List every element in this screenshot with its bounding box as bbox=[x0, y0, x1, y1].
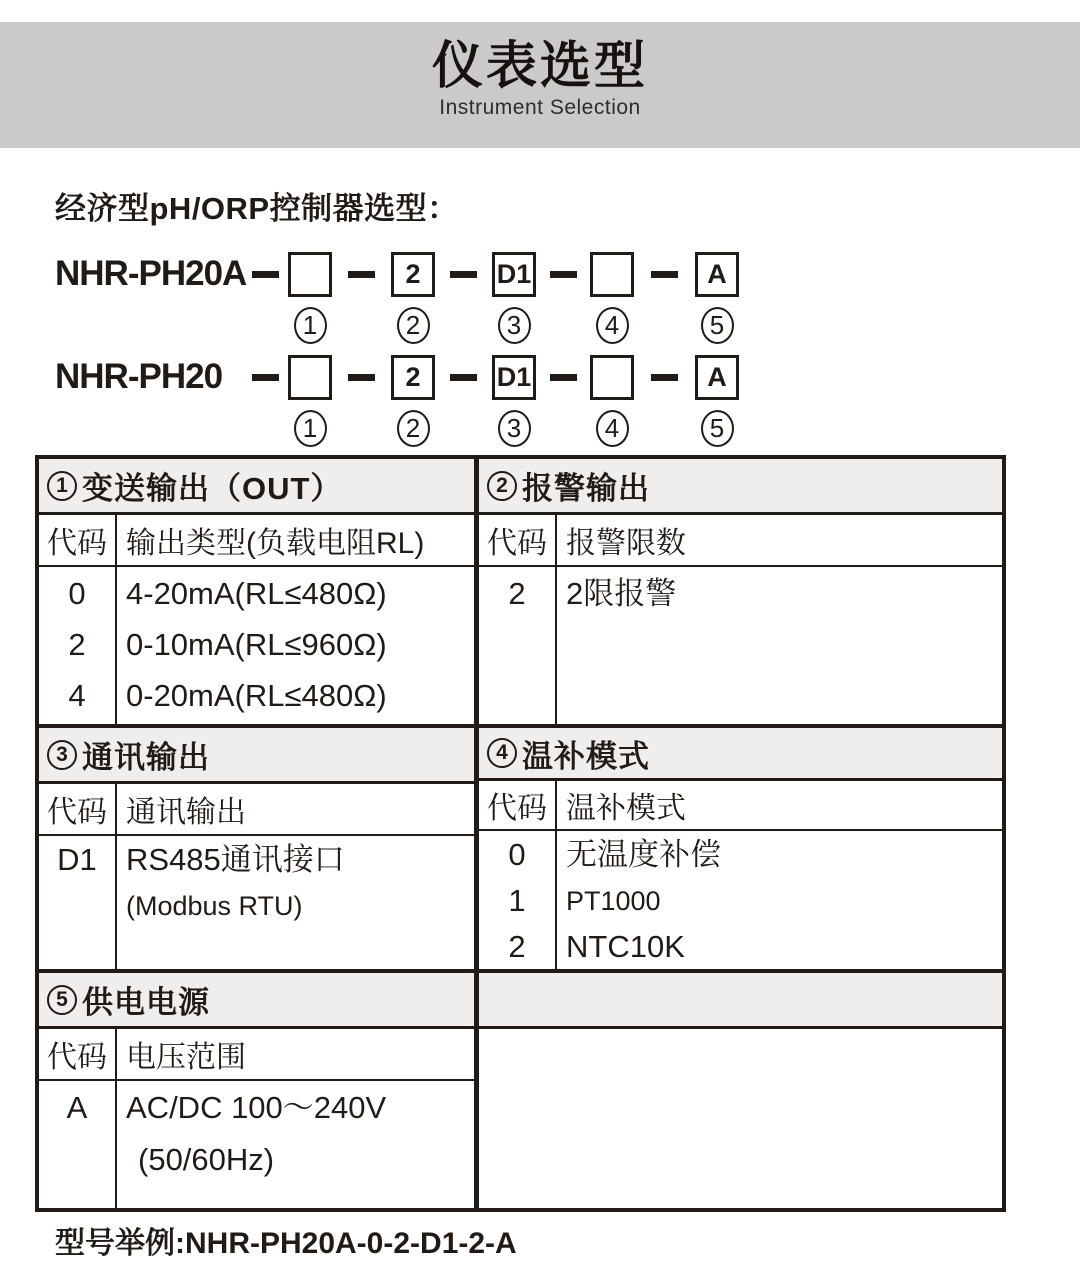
selection-table bbox=[35, 455, 1006, 1212]
section-number-icon: 2 bbox=[487, 471, 517, 501]
model-row-nhr-ph20a bbox=[55, 251, 739, 297]
dash bbox=[348, 271, 375, 278]
value-cells bbox=[117, 836, 474, 969]
dash bbox=[550, 271, 577, 278]
page-title: 仪表选型 bbox=[431, 37, 648, 94]
dash bbox=[252, 271, 279, 278]
section-body bbox=[39, 836, 474, 969]
value-column-header: 通讯输出 bbox=[126, 796, 246, 829]
code-column-header: 代码 bbox=[479, 781, 557, 829]
section-number-icon: 4 bbox=[487, 738, 517, 768]
section-number-icon: 3 bbox=[47, 740, 77, 770]
dash bbox=[651, 271, 678, 278]
page-subtitle: Instrument Selection bbox=[439, 96, 641, 120]
value-cell: RS485通讯接口 bbox=[126, 842, 345, 877]
value-cell: (50/60Hz) bbox=[138, 1142, 275, 1177]
column-header-row bbox=[39, 784, 474, 836]
dash bbox=[651, 374, 678, 381]
dash bbox=[550, 374, 577, 381]
section-title: 报警输出 bbox=[522, 471, 650, 506]
code-cells bbox=[39, 1081, 117, 1208]
model-name: NHR-PH20 bbox=[55, 357, 223, 396]
value-column-header: 温补模式 bbox=[566, 792, 686, 826]
code-cell bbox=[39, 1133, 115, 1185]
model-name: NHR-PH20A bbox=[55, 254, 247, 293]
model-slot-5: A bbox=[695, 355, 739, 400]
section-body bbox=[479, 567, 1002, 724]
page-banner bbox=[0, 22, 1080, 148]
section-body bbox=[479, 831, 1002, 969]
model-label-cell bbox=[55, 251, 288, 297]
column-header-row bbox=[39, 1029, 474, 1081]
position-circle-2: 2 bbox=[397, 307, 430, 344]
code-cells bbox=[39, 836, 117, 969]
code-cell: 0 bbox=[508, 837, 526, 872]
section-title: 供电电源 bbox=[82, 985, 210, 1020]
section-title: 变送输出（OUT） bbox=[82, 471, 343, 506]
value-cell: 无温度补偿 bbox=[566, 837, 721, 872]
position-circle-1: 1 bbox=[294, 410, 327, 447]
position-circle-2: 2 bbox=[397, 410, 430, 447]
model-slot-4 bbox=[590, 252, 634, 297]
value-cell: (Modbus RTU) bbox=[126, 891, 303, 921]
model-slot-3: D1 bbox=[492, 355, 536, 400]
position-markers bbox=[55, 306, 739, 344]
dash bbox=[348, 374, 375, 381]
dash bbox=[252, 374, 279, 381]
position-circle-5: 5 bbox=[701, 410, 734, 447]
section-power-supply bbox=[39, 973, 474, 1208]
model-row-nhr-ph20 bbox=[55, 354, 739, 400]
position-markers bbox=[55, 409, 739, 447]
code-cell: 2 bbox=[508, 929, 526, 964]
position-circle-3: 3 bbox=[498, 307, 531, 344]
section-communication-output bbox=[39, 728, 474, 969]
code-cells bbox=[479, 831, 557, 969]
section-number-icon: 5 bbox=[47, 985, 77, 1015]
position-circle-4: 4 bbox=[596, 410, 629, 447]
section-empty bbox=[474, 973, 1002, 1208]
code-cell: A bbox=[66, 1090, 88, 1125]
dash bbox=[450, 374, 477, 381]
section-transmit-output bbox=[39, 459, 474, 724]
model-diagram bbox=[55, 251, 739, 457]
dash bbox=[450, 271, 477, 278]
code-cell: D1 bbox=[57, 842, 97, 877]
value-cell: 4-20mA(RL≤480Ω) bbox=[126, 576, 387, 611]
code-cell: 0 bbox=[68, 576, 86, 611]
section-header-empty bbox=[479, 973, 1002, 1029]
column-header-row bbox=[479, 781, 1002, 831]
position-circle-3: 3 bbox=[498, 410, 531, 447]
value-column-header: 报警限数 bbox=[566, 527, 686, 560]
section-body bbox=[39, 1081, 474, 1208]
model-slot-4 bbox=[590, 355, 634, 400]
value-cell: AC/DC 100～240V bbox=[126, 1090, 387, 1125]
value-cell: 0-10mA(RL≤960Ω) bbox=[126, 627, 387, 662]
section-header bbox=[479, 728, 1002, 781]
value-column-header: 电压范围 bbox=[126, 1041, 246, 1074]
model-slot-1 bbox=[288, 252, 332, 297]
section-body bbox=[39, 567, 474, 724]
value-cell: NTC10K bbox=[566, 929, 685, 964]
value-column-header: 输出类型(负载电阻RL) bbox=[126, 527, 425, 560]
section-header bbox=[39, 973, 474, 1029]
model-slot-5: A bbox=[695, 252, 739, 297]
model-label-cell bbox=[55, 354, 288, 400]
section-body-empty bbox=[479, 1029, 1002, 1208]
code-column-header: 代码 bbox=[479, 515, 557, 565]
value-cells bbox=[557, 567, 1002, 724]
value-cells bbox=[117, 567, 474, 724]
section-header bbox=[479, 459, 1002, 515]
section-header bbox=[39, 728, 474, 784]
column-header-row bbox=[479, 515, 1002, 567]
table-section-1 bbox=[39, 459, 1002, 728]
position-circle-1: 1 bbox=[294, 307, 327, 344]
value-cell: 0-20mA(RL≤480Ω) bbox=[126, 678, 387, 713]
code-column-header: 代码 bbox=[39, 1029, 117, 1079]
section-title: 通讯输出 bbox=[82, 740, 210, 775]
value-cells bbox=[557, 831, 1002, 969]
table-section-2 bbox=[39, 728, 1002, 973]
code-column-header: 代码 bbox=[39, 784, 117, 834]
model-slot-2: 2 bbox=[391, 252, 435, 297]
code-cell: 1 bbox=[508, 883, 526, 918]
position-circle-5: 5 bbox=[701, 307, 734, 344]
code-cell: 4 bbox=[68, 678, 86, 713]
section-number-icon: 1 bbox=[47, 471, 77, 501]
column-header-row bbox=[39, 515, 474, 567]
section-alarm-output bbox=[474, 459, 1002, 724]
selection-heading: 经济型pH/ORP控制器选型： bbox=[55, 191, 459, 226]
section-title: 温补模式 bbox=[522, 738, 650, 774]
value-cells bbox=[117, 1081, 474, 1208]
model-slot-3: D1 bbox=[492, 252, 536, 297]
model-slot-1 bbox=[288, 355, 332, 400]
code-column-header: 代码 bbox=[39, 515, 117, 565]
section-header bbox=[39, 459, 474, 515]
model-example: 型号举例:NHR-PH20A-0-2-D1-2-A bbox=[55, 1227, 517, 1260]
code-cell bbox=[39, 882, 115, 928]
section-temperature-compensation bbox=[474, 728, 1002, 969]
table-section-3 bbox=[39, 973, 1002, 1208]
code-cell: 2 bbox=[68, 627, 86, 662]
value-cell: 2限报警 bbox=[566, 576, 677, 611]
value-cell: PT1000 bbox=[566, 886, 661, 916]
code-cells bbox=[479, 567, 557, 724]
code-cell: 2 bbox=[508, 576, 526, 611]
model-slot-2: 2 bbox=[391, 355, 435, 400]
position-circle-4: 4 bbox=[596, 307, 629, 344]
code-cells bbox=[39, 567, 117, 724]
